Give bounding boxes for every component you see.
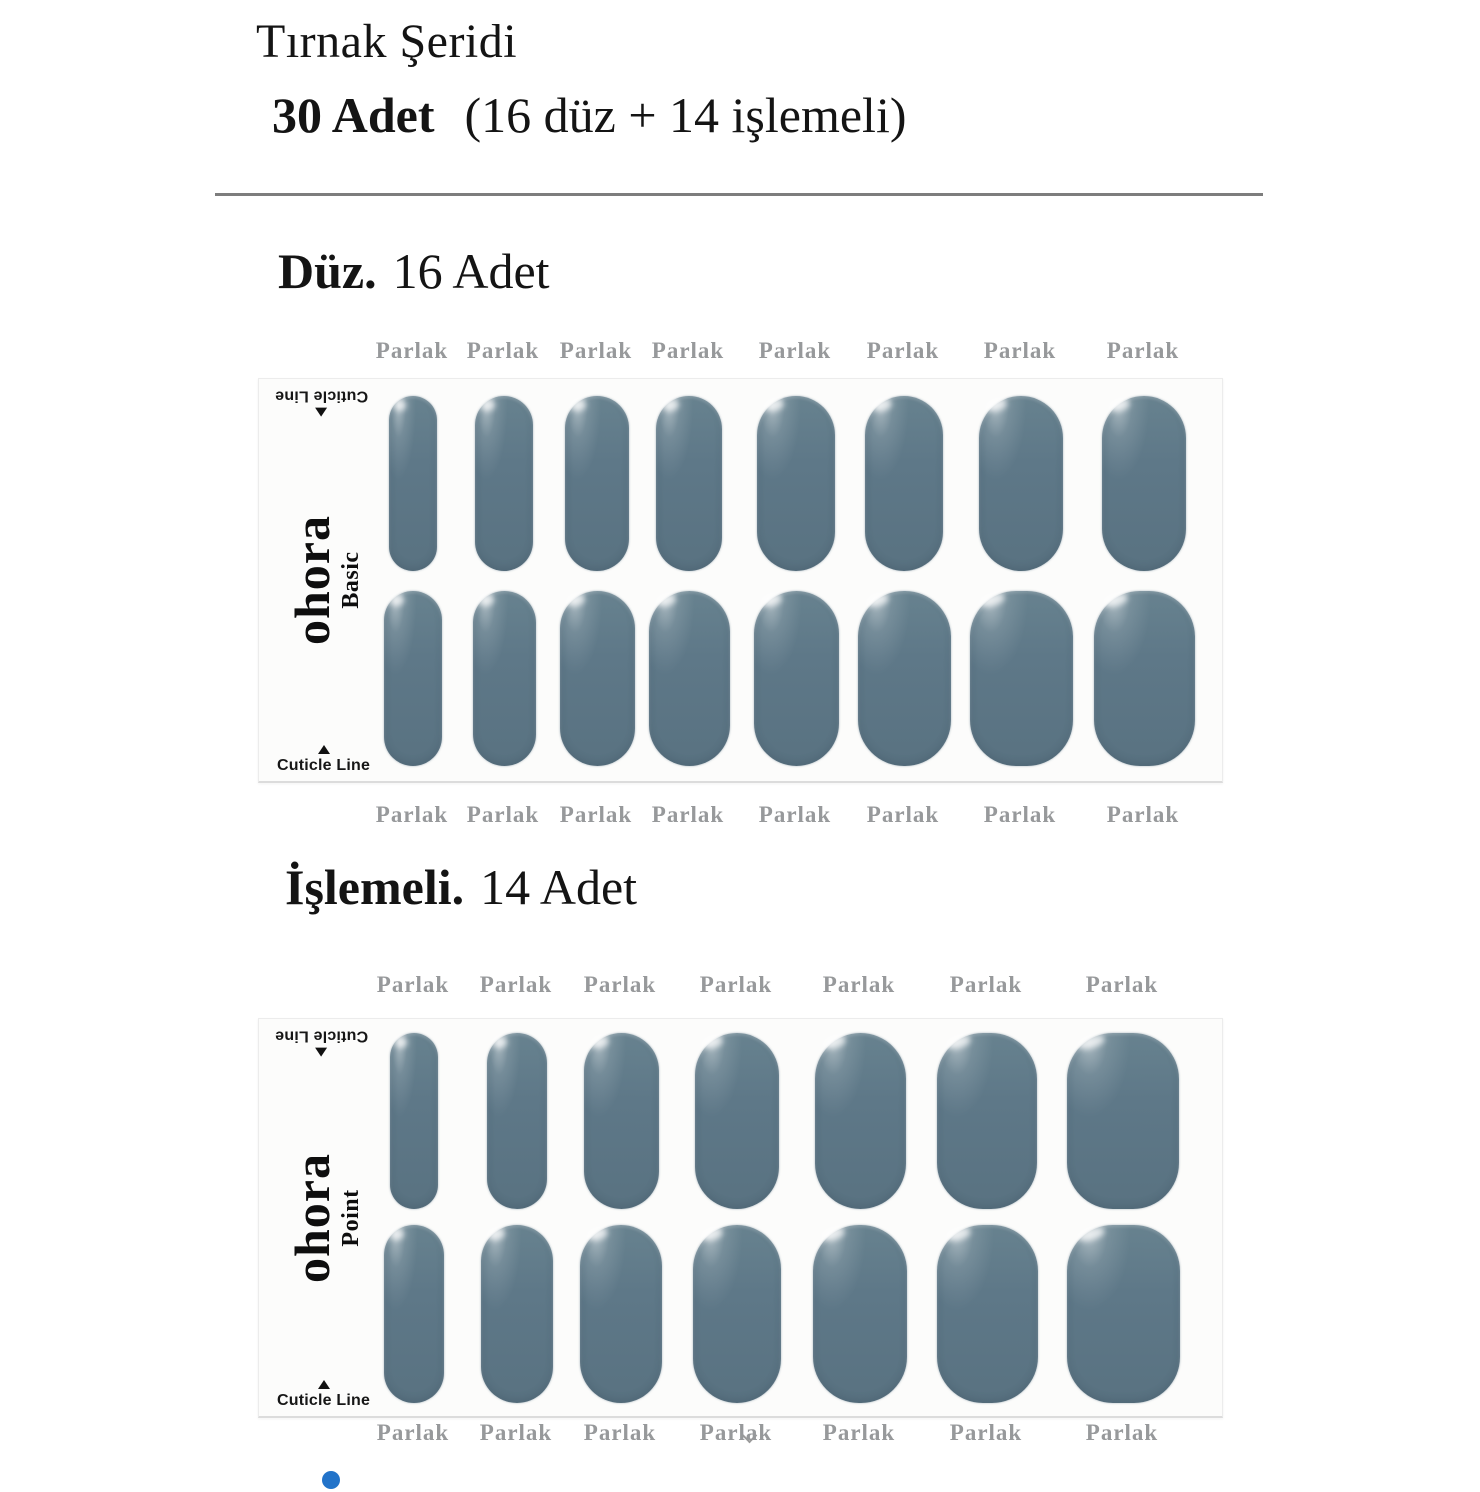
nail-strip bbox=[560, 591, 635, 766]
nail-strip bbox=[656, 396, 722, 571]
finish-label-top: Parlak bbox=[479, 972, 553, 997]
finish-label-top: Parlak bbox=[559, 338, 633, 363]
piece-count-total: 30 Adet bbox=[272, 87, 435, 143]
cuticle-line-label: Cuticle Line bbox=[277, 1392, 371, 1410]
nail-strip bbox=[389, 396, 437, 571]
finish-label-top: Parlak bbox=[583, 972, 657, 997]
nail-strip bbox=[754, 591, 839, 766]
finish-label-bottom: Parlak bbox=[1106, 802, 1180, 827]
brand-logo-text: ohora bbox=[283, 515, 340, 645]
nail-strip bbox=[693, 1225, 781, 1403]
page-title: Tırnak Şeridi bbox=[256, 15, 518, 68]
nail-strip bbox=[695, 1033, 779, 1209]
section-heading-duz-count: 16 Adet bbox=[392, 243, 550, 299]
cuticle-line-marker-bottom bbox=[277, 1380, 370, 1410]
piece-count-breakdown: (16 düz + 14 işlemeli) bbox=[464, 87, 907, 143]
finish-label-bottom: Parlak bbox=[466, 802, 540, 827]
nail-strip bbox=[384, 591, 442, 766]
piece-count-line bbox=[272, 86, 907, 144]
finish-label-bottom: Parlak bbox=[983, 802, 1057, 827]
nail-strip bbox=[979, 396, 1063, 571]
finish-label-top: Parlak bbox=[466, 338, 540, 363]
brand-block bbox=[267, 1019, 382, 1416]
nail-strip bbox=[649, 591, 730, 766]
nail-strip bbox=[970, 591, 1073, 766]
section-heading-duz-bold: Düz. bbox=[278, 243, 377, 299]
nail-sheet-basic bbox=[258, 378, 1223, 783]
finish-label-bottom: Parlak bbox=[375, 802, 449, 827]
nail-strip bbox=[865, 396, 943, 571]
section-heading-islemeli-count: 14 Adet bbox=[480, 859, 638, 915]
cuticle-arrow-icon bbox=[316, 1048, 328, 1057]
nail-strip bbox=[1094, 591, 1195, 766]
nail-strip bbox=[858, 591, 951, 766]
finish-label-top: Parlak bbox=[1085, 972, 1159, 997]
nail-strip bbox=[384, 1225, 444, 1403]
finish-label-bottom: Parlak bbox=[866, 802, 940, 827]
nail-strip bbox=[1067, 1033, 1179, 1209]
finish-label-top: Parlak bbox=[983, 338, 1057, 363]
nail-strip bbox=[1102, 396, 1186, 571]
finish-label-bottom: Parlak bbox=[949, 1420, 1023, 1445]
finish-label-bottom: Parlak bbox=[758, 802, 832, 827]
nail-strip bbox=[757, 396, 835, 571]
finish-label-bottom: Parlak bbox=[651, 802, 725, 827]
cuticle-line-label: Cuticle Line bbox=[275, 1027, 369, 1045]
product-line-name: Basic bbox=[337, 551, 364, 609]
finish-label-bottom: Parlak bbox=[376, 1420, 450, 1445]
finish-label-top: Parlak bbox=[866, 338, 940, 363]
finish-label-bottom: Parlak bbox=[1085, 1420, 1159, 1445]
finish-label-top: Parlak bbox=[376, 972, 450, 997]
cuticle-arrow-icon bbox=[316, 408, 328, 417]
divider-line bbox=[215, 193, 1263, 196]
finish-label-bottom: Parlak bbox=[559, 802, 633, 827]
finish-label-top: Parlak bbox=[1106, 338, 1180, 363]
nail-sheet-point bbox=[258, 1018, 1223, 1418]
finish-label-top: Parlak bbox=[699, 972, 773, 997]
section-heading-islemeli-bold: İşlemeli. bbox=[285, 859, 465, 915]
nail-strip bbox=[487, 1033, 547, 1209]
section-heading-duz bbox=[278, 242, 550, 300]
nail-strip bbox=[580, 1225, 662, 1403]
finish-label-top: Parlak bbox=[949, 972, 1023, 997]
brand-block bbox=[267, 379, 382, 781]
finish-label-top: Parlak bbox=[375, 338, 449, 363]
cuticle-line-marker-bottom bbox=[277, 745, 370, 775]
nail-strip bbox=[1067, 1225, 1180, 1403]
nail-strip bbox=[813, 1225, 907, 1403]
finish-label-bottom: Parlak bbox=[583, 1420, 657, 1445]
nail-strip bbox=[475, 396, 533, 571]
nail-strip bbox=[473, 591, 536, 766]
cuticle-line-label: Cuticle Line bbox=[277, 757, 371, 775]
product-line-name: Point bbox=[337, 1188, 364, 1247]
finish-label-bottom: Parlak bbox=[479, 1420, 553, 1445]
nail-strip bbox=[937, 1225, 1038, 1403]
section-heading-islemeli bbox=[285, 858, 637, 916]
nail-strip bbox=[390, 1033, 438, 1209]
finish-label-bottom: Parlak bbox=[822, 1420, 896, 1445]
cuticle-line-marker-top bbox=[275, 1027, 368, 1057]
carousel-pagination-dot[interactable] bbox=[322, 1471, 340, 1489]
nail-strip bbox=[565, 396, 629, 571]
nail-strip bbox=[937, 1033, 1037, 1209]
finish-label-bottom: Parlak bbox=[699, 1420, 773, 1445]
cuticle-line-marker-top bbox=[275, 387, 368, 417]
cuticle-arrow-icon bbox=[318, 1380, 330, 1389]
finish-label-top: Parlak bbox=[822, 972, 896, 997]
cuticle-line-label: Cuticle Line bbox=[275, 387, 369, 405]
finish-label-top: Parlak bbox=[651, 338, 725, 363]
brand-logo-text: ohora bbox=[283, 1152, 340, 1283]
finish-label-top: Parlak bbox=[758, 338, 832, 363]
nail-strip bbox=[481, 1225, 553, 1403]
nail-strip bbox=[584, 1033, 659, 1209]
cuticle-arrow-icon bbox=[318, 745, 330, 754]
nail-strip bbox=[815, 1033, 906, 1209]
